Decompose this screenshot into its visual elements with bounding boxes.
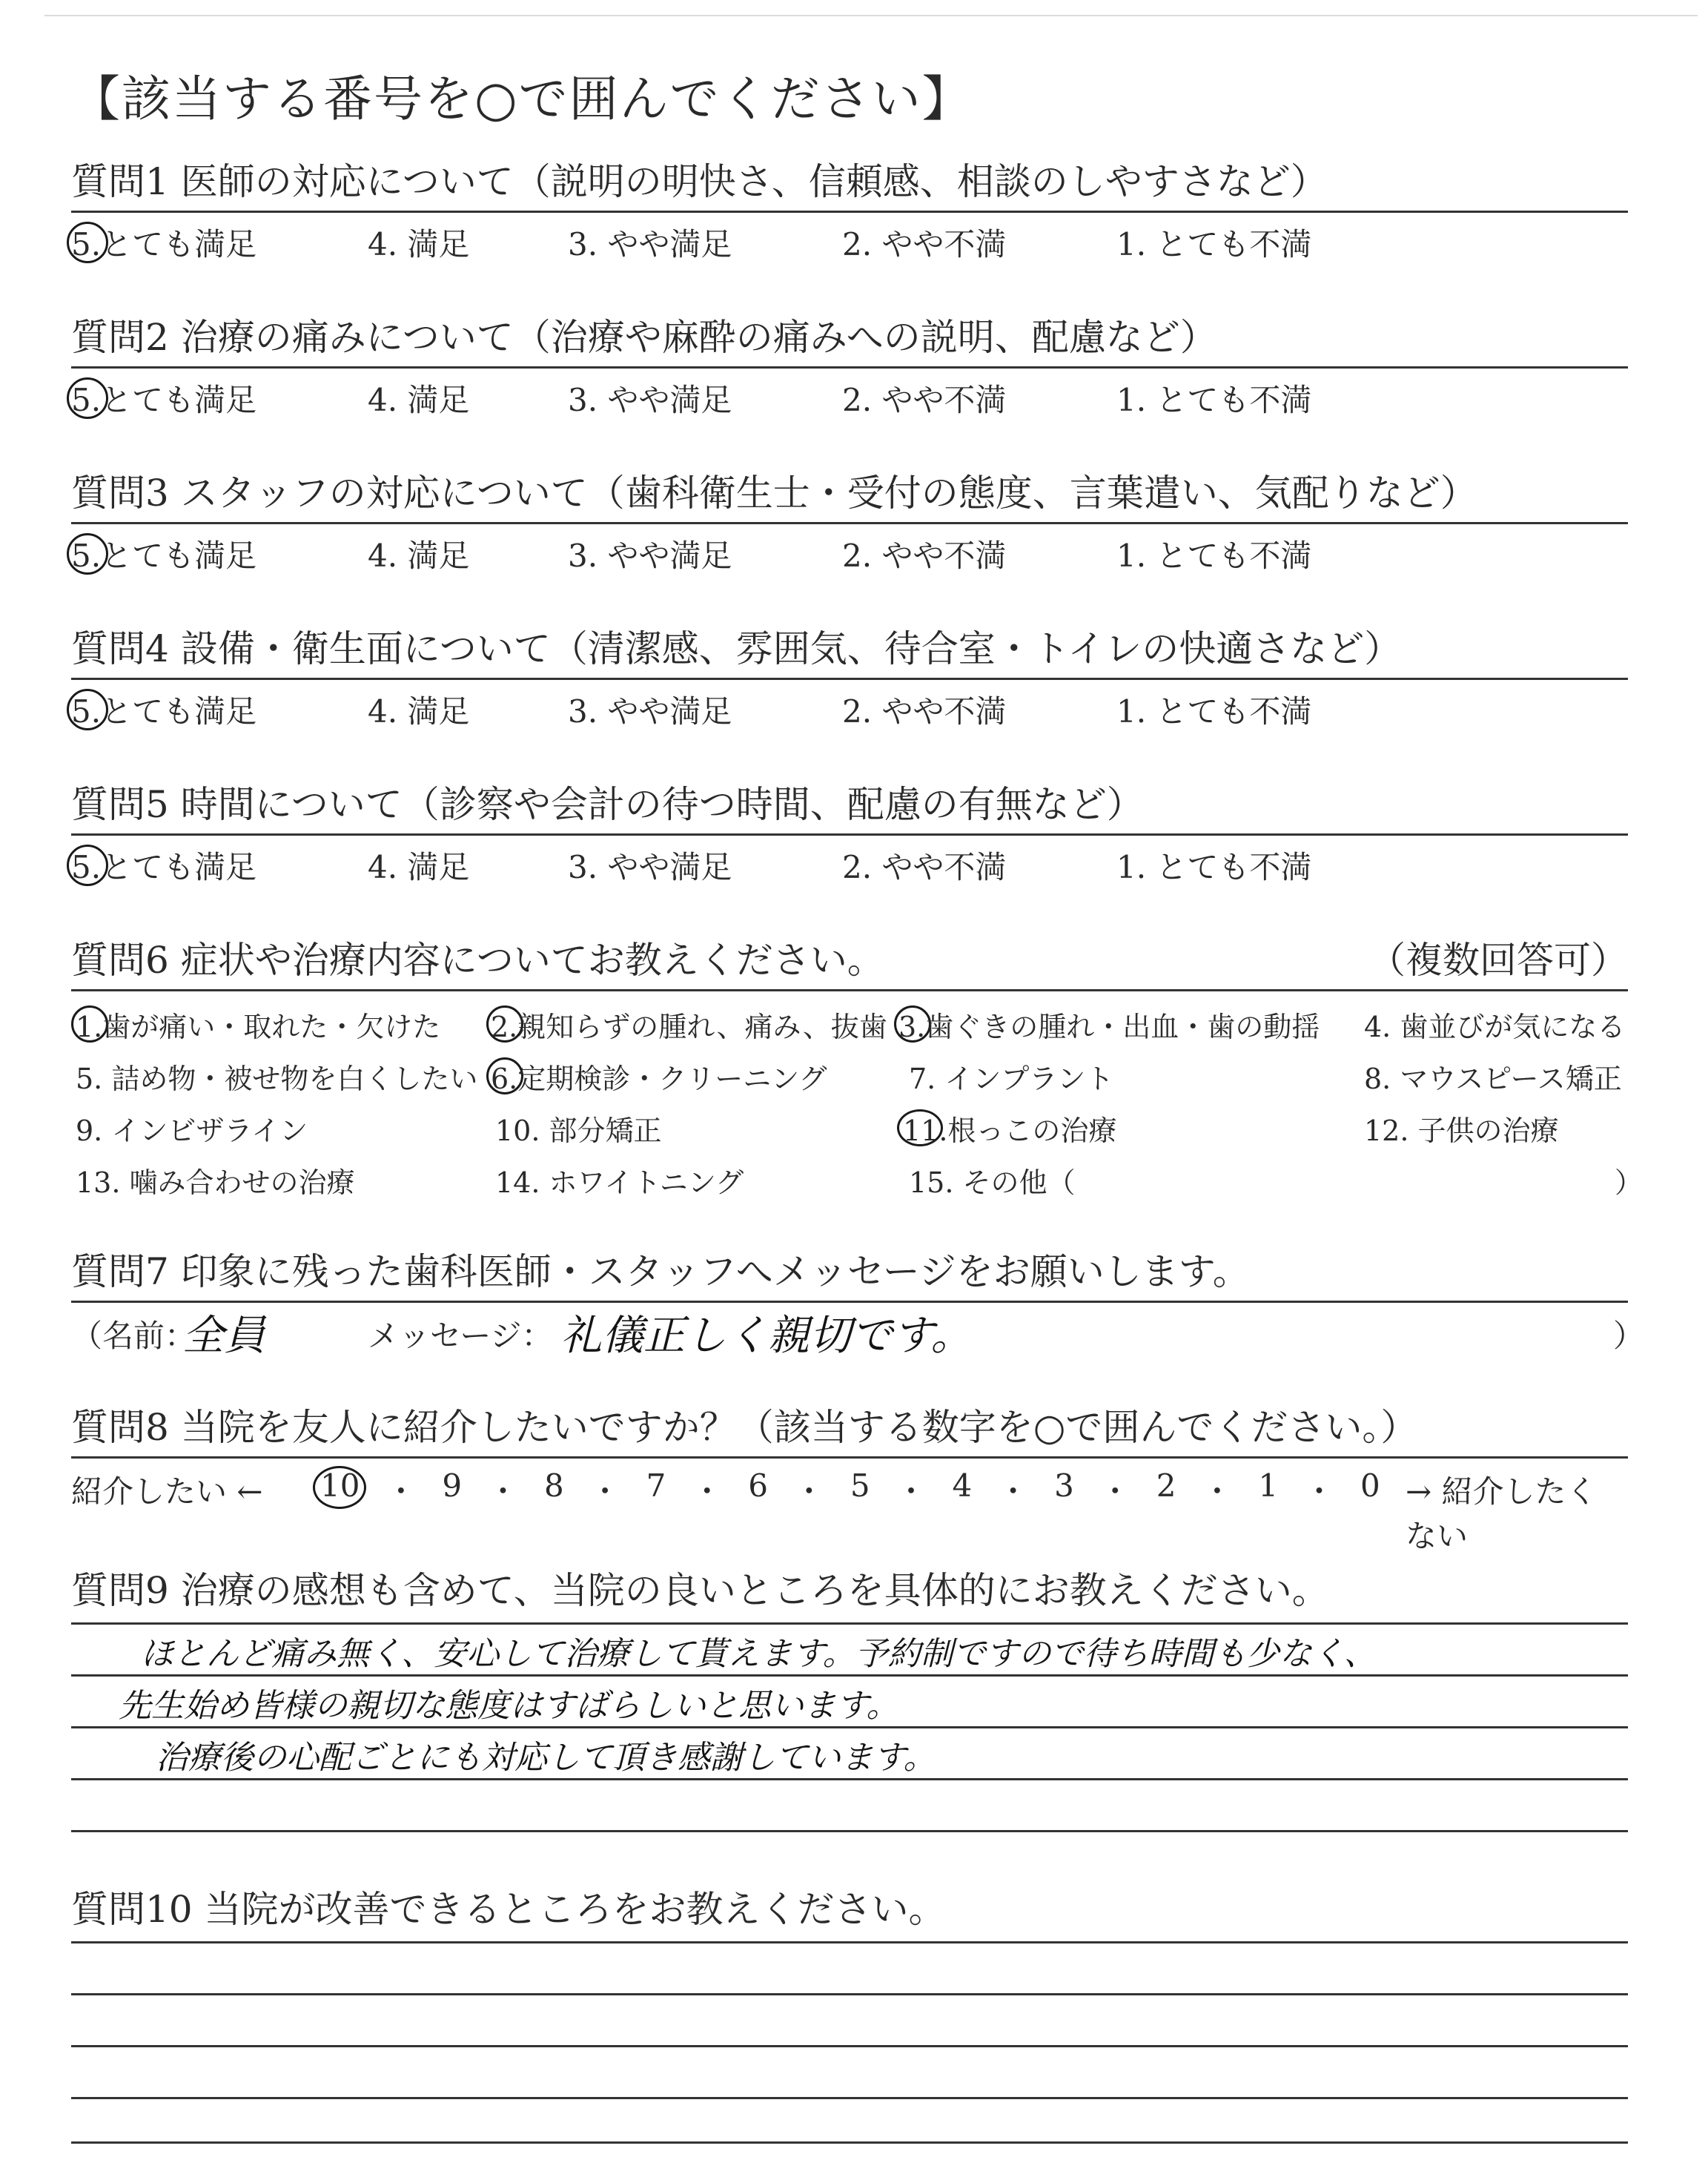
question-6-note: （複数回答可） (1368, 939, 1628, 982)
option-4[interactable]: 4. 満足 (368, 693, 470, 730)
answer-line (71, 1778, 1628, 1780)
question-6-rule (71, 989, 1628, 991)
q9-handwritten-line-2[interactable]: 先生始め皆様の親切な態度はすばらしいと思います。 (119, 1687, 899, 1725)
question-7-text: 質問7 印象に残った歯科医師・スタッフへメッセージをお願いします。 (71, 1250, 1250, 1293)
question-8-text: 質問8 当院を友人に紹介したいですか？（該当する数字を○で囲んでください。） (71, 1406, 1418, 1449)
question-1 (71, 156, 1628, 266)
scale-dot: ・ (793, 1473, 825, 1510)
q6-option-14[interactable]: 14. ホワイトニング (495, 1166, 744, 1199)
option-1[interactable]: 1. とても不満 (1116, 693, 1312, 730)
question-7 (71, 1246, 1645, 1362)
q6-option-3[interactable]: 3.歯ぐきの腫れ・出血・歯の動揺 (898, 1011, 1320, 1043)
question-8-scale-row (71, 1459, 1628, 1554)
question-4-text: 質問4 設備・衛生面について（清潔感、雰囲気、待合室・トイレの快適さなど） (71, 627, 1402, 670)
scale-6[interactable]: 6 (748, 1467, 768, 1504)
q6-option-8[interactable]: 8. マウスピース矯正 (1364, 1063, 1622, 1095)
question-1-text: 質問1 医師の対応について（説明の明快さ、信頼感、相談のしやすさなど） (71, 160, 1328, 203)
option-5[interactable]: 5.とても満足 (71, 382, 257, 418)
q9-handwritten-line-1[interactable]: ほとんど痛み無く、安心して治療して貰えます。予約制ですので待ち時間も少なく、 (141, 1635, 1377, 1673)
option-3[interactable]: 3. やや満足 (568, 226, 732, 262)
scale-3[interactable]: 3 (1054, 1467, 1074, 1504)
q6-option-11[interactable]: 11.根っこの治療 (903, 1114, 1117, 1147)
option-5[interactable]: 5.とても満足 (71, 538, 257, 574)
answer-line[interactable] (71, 1941, 1628, 1943)
question-2 (71, 311, 1628, 422)
q6-option-10[interactable]: 10. 部分矯正 (495, 1114, 662, 1147)
answer-line[interactable] (71, 2045, 1628, 2047)
scale-right-label: → 紹介したくない (1406, 1473, 1598, 1554)
name-label: （名前： (71, 1318, 196, 1354)
option-5[interactable]: 5.とても満足 (71, 693, 257, 730)
name-handwritten[interactable]: 全員 (182, 1312, 265, 1360)
form-title: 【該当する番号を○で囲んでください】 (71, 70, 973, 128)
answer-line[interactable] (71, 2141, 1628, 2144)
question-3-options (71, 524, 1628, 578)
q9-handwritten-line-3[interactable]: 治療後の心配ごとにも対応して頂き感謝しています。 (156, 1739, 936, 1777)
option-4[interactable]: 4. 満足 (368, 849, 470, 885)
scale-numbers (320, 1467, 1380, 1512)
q6-option-2[interactable]: 2.親知らずの腫れ、痛み、抜歯 (491, 1011, 887, 1043)
option-4[interactable]: 4. 満足 (368, 538, 470, 574)
question-10-text: 質問10 当院が改善できるところをお教えください。 (71, 1888, 946, 1931)
option-1[interactable]: 1. とても不満 (1116, 849, 1312, 885)
question-8 (71, 1401, 1628, 1554)
message-label: メッセージ： (368, 1318, 553, 1354)
option-3[interactable]: 3. やや満足 (568, 693, 732, 730)
q6-option-13[interactable]: 13. 噛み合わせの治療 (76, 1166, 355, 1199)
message-handwritten[interactable]: 礼儀正しく親切です。 (560, 1312, 973, 1360)
question-2-options (71, 369, 1628, 422)
scale-dot: ・ (997, 1473, 1029, 1510)
answer-line[interactable] (71, 2097, 1628, 2099)
option-2[interactable]: 2. やや不満 (842, 382, 1007, 418)
question-9 (71, 1565, 1628, 1616)
option-5[interactable]: 5.とても満足 (71, 226, 257, 262)
scale-dot: ・ (487, 1473, 519, 1510)
scale-9[interactable]: 9 (442, 1467, 463, 1504)
option-3[interactable]: 3. やや満足 (568, 382, 732, 418)
option-3[interactable]: 3. やや満足 (568, 849, 732, 885)
option-3[interactable]: 3. やや満足 (568, 538, 732, 574)
q6-option-1[interactable]: 1.歯が痛い・取れた・欠けた (76, 1011, 441, 1043)
option-2[interactable]: 2. やや不満 (842, 226, 1007, 262)
q6-option-15[interactable]: 15. その他（ (909, 1166, 1076, 1199)
question-2-text: 質問2 治療の痛みについて（治療や麻酔の痛みへの説明、配慮など） (71, 316, 1217, 359)
question-5-text: 質問5 時間について（診察や会計の待つ時間、配慮の有無など） (71, 783, 1144, 826)
q6-option-12[interactable]: 12. 子供の治療 (1364, 1114, 1559, 1147)
scale-4[interactable]: 4 (952, 1467, 973, 1504)
scale-5[interactable]: 5 (850, 1467, 870, 1504)
answer-line (71, 1674, 1628, 1677)
question-4 (71, 623, 1628, 733)
scale-dot: ・ (1201, 1473, 1233, 1510)
option-2[interactable]: 2. やや不満 (842, 849, 1007, 885)
scale-dot: ・ (691, 1473, 723, 1510)
q6-option-6[interactable]: 6.定期検診・クリーニング (491, 1063, 827, 1095)
scale-left-label: 紹介したい ← (71, 1473, 263, 1510)
q6-option-15-close: ） (1615, 1166, 1644, 1199)
scale-dot: ・ (1099, 1473, 1131, 1510)
top-border-line (44, 15, 1698, 16)
question-1-options (71, 213, 1628, 266)
option-5[interactable]: 5.とても満足 (71, 849, 257, 885)
answer-line (71, 1726, 1628, 1728)
option-1[interactable]: 1. とても不満 (1116, 226, 1312, 262)
question-7-answer-row (71, 1303, 1645, 1362)
q6-option-5[interactable]: 5. 詰め物・被せ物を白くしたい (76, 1063, 478, 1095)
scale-8[interactable]: 8 (543, 1467, 564, 1504)
option-4[interactable]: 4. 満足 (368, 382, 470, 418)
scale-dot: ・ (1303, 1473, 1335, 1510)
question-9-text: 質問9 治療の感想も含めて、当院の良いところを具体的にお教えください。 (71, 1569, 1329, 1612)
question-5-options (71, 836, 1628, 889)
option-1[interactable]: 1. とても不満 (1116, 382, 1312, 418)
option-2[interactable]: 2. やや不満 (842, 693, 1007, 730)
option-4[interactable]: 4. 満足 (368, 226, 470, 262)
scale-0[interactable]: 0 (1360, 1467, 1380, 1504)
scale-dot: ・ (896, 1473, 927, 1510)
option-2[interactable]: 2. やや不満 (842, 538, 1007, 574)
answer-line (71, 1622, 1628, 1625)
answer-line (71, 1830, 1628, 1832)
question-6 (71, 934, 1628, 991)
scale-2[interactable]: 2 (1156, 1467, 1176, 1504)
scale-1[interactable]: 1 (1258, 1467, 1279, 1504)
q6-option-7[interactable]: 7. インプラント (909, 1063, 1114, 1095)
scale-10[interactable]: 10 (320, 1467, 360, 1504)
q6-option-4[interactable]: 4. 歯並びが気になる (1364, 1011, 1626, 1043)
answer-line[interactable] (71, 1993, 1628, 1995)
question-3 (71, 467, 1628, 578)
scale-dot: ・ (385, 1473, 417, 1510)
question-10 (71, 1883, 1628, 1935)
option-1[interactable]: 1. とても不満 (1116, 538, 1312, 574)
scale-7[interactable]: 7 (646, 1467, 666, 1504)
question-3-text: 質問3 スタッフの対応について（歯科衛生士・受付の態度、言葉遣い、気配りなど） (71, 472, 1477, 515)
question-5 (71, 779, 1628, 889)
message-close-paren: ） (1613, 1318, 1645, 1354)
q6-option-9[interactable]: 9. インビザライン (76, 1114, 308, 1147)
question-6-text-row (71, 934, 1628, 986)
question-6-text: 質問6 症状や治療内容についてお教えください。 (71, 939, 884, 982)
scale-dot: ・ (589, 1473, 621, 1510)
question-4-options (71, 680, 1628, 733)
